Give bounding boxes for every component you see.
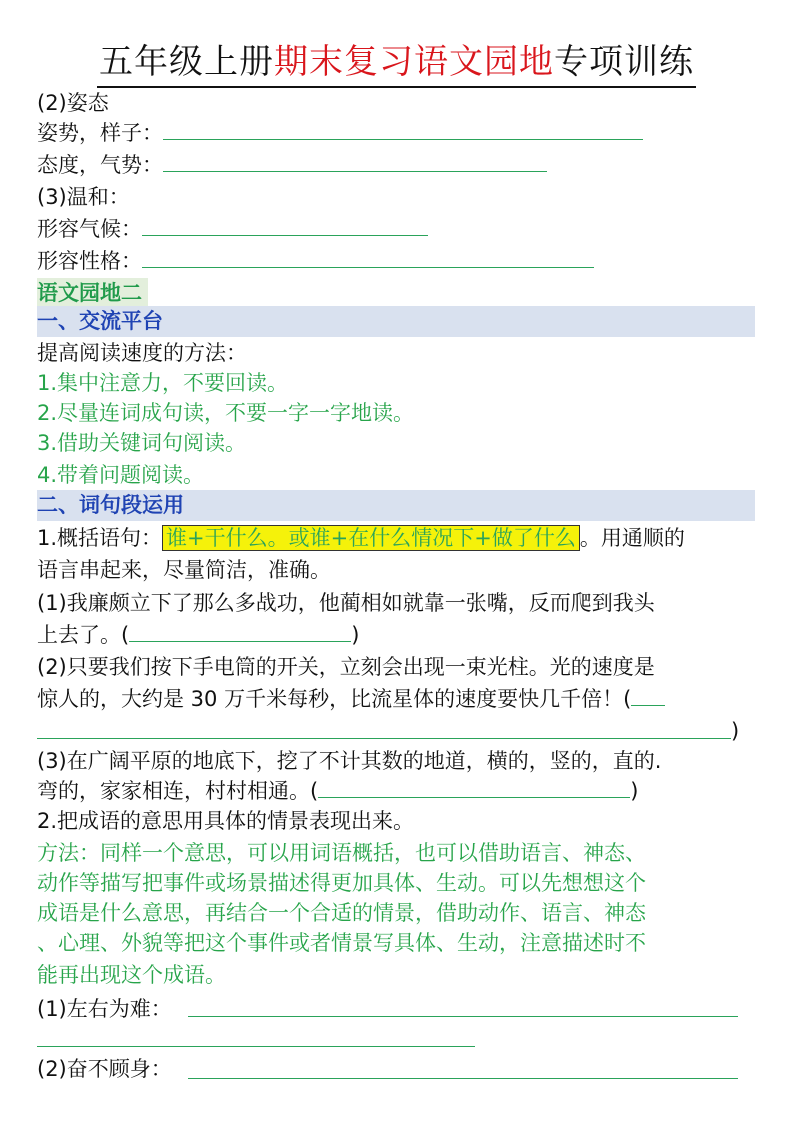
answer-line[interactable] [37,1046,475,1047]
method-item [37,428,246,458]
answer-line[interactable] [37,738,731,739]
wenhe-def2 [37,246,594,276]
q2-method-line: 动作等描写把事件或场景描述得更加具体、生动。可以先想想这个 [37,871,646,895]
q1-item3-line2 [37,776,638,806]
zitai-def1 [37,118,643,148]
page-title [0,40,793,88]
wenhe-def2-label: 形容性格： [37,249,142,273]
q2-method-label: 方法： [37,841,100,865]
wenhe-def1-label: 形容气候： [37,217,142,241]
answer-blank[interactable] [163,119,643,140]
close-paren: ) [731,719,740,743]
method-item [37,460,204,490]
answer-blank[interactable] [631,685,665,706]
answer-blank[interactable] [318,777,630,798]
answer-blank[interactable] [129,621,351,642]
wenhe-def1 [37,214,428,244]
zitai-def2-label: 态度，气势： [37,153,163,177]
q1-item1-text: 上去了。( [37,623,130,647]
method-num: 3. [37,431,58,455]
q2-item1-label: (1)左右为难： [37,997,172,1021]
title-grade: 五年级上册 [99,42,274,82]
wenhe-heading: (3)温和： [37,185,130,209]
section-title: 语文园地二 [37,278,148,309]
answer-blank[interactable] [163,151,547,172]
answer-blank[interactable] [142,215,428,236]
zitai-def1-label: 姿势，样子： [37,121,163,145]
part1-intro: 提高阅读速度的方法： [37,341,247,365]
close-paren: ) [351,623,360,647]
method-num: 2. [37,401,58,425]
q1-item3-line1: (3)在广阔平原的地底下，挖了不计其数的地道，横的，竖的，直的. [37,749,662,773]
zitai-heading: (2)姿态 [37,91,109,115]
q2-method-line: 成语是什么意思，再结合一个合适的情景，借助动作、语言、神态 [37,901,646,925]
q2-method-line: 、心理、外貌等把这个事件或者情景写具体、生动，注意描述时不 [37,931,646,955]
part1-heading: 一、交流平台 [37,309,163,333]
q1-line1 [37,523,685,553]
q1-item2-text: 惊人的，大约是 30 万千米每秒，比流星体的速度要快几千倍！( [37,687,632,711]
q2-method-line: 能再出现这个成语。 [37,963,226,987]
q1-highlight: 谁+干什么。或谁+在什么情况下+做了什么 [162,525,580,551]
method-num: 1. [37,371,58,395]
q1-item2-line1: (2)只要我们按下手电筒的开关，立刻会出现一束光柱。光的速度是 [37,655,655,679]
q1-item1-line1: (1)我廉颇立下了那么多战功，他蔺相如就靠一张嘴，反而爬到我头 [37,591,655,615]
q2-method-line [37,838,646,868]
title-suffix: 专项训练 [554,42,694,82]
q2-heading: 2.把成语的意思用具体的情景表现出来。 [37,809,415,833]
title-highlight: 期末复习语文园地 [274,42,554,82]
q1-item1-line2 [37,620,359,650]
answer-line[interactable] [188,1078,738,1079]
q1-item2-line2 [37,684,665,714]
method-text: 借助关键词句阅读。 [57,431,247,455]
method-text: 集中注意力，不要回读。 [57,371,289,395]
method-num: 4. [37,463,58,487]
method-item [37,398,414,428]
method-item [37,368,288,398]
q1-item3-text: 弯的，家家相连，村村相通。( [37,779,319,803]
method-text: 带着问题阅读。 [57,463,205,487]
answer-blank[interactable] [142,247,594,268]
q2-method-text: 同样一个意思，可以用词语概括，也可以借助语言、神态、 [100,841,646,865]
part2-heading: 二、词句段运用 [37,493,184,517]
close-paren: ) [630,779,639,803]
q1-prefix: 1.概括语句： [37,526,163,550]
q1-suffix: 。用通顺的 [579,526,685,550]
answer-line[interactable] [188,1016,738,1017]
method-text: 尽量连词成句读，不要一字一字地读。 [57,401,415,425]
q2-item2-label: (2)奋不顾身： [37,1057,172,1081]
q1-line2: 语言串起来，尽量简洁，准确。 [37,558,331,582]
zitai-def2 [37,150,547,180]
